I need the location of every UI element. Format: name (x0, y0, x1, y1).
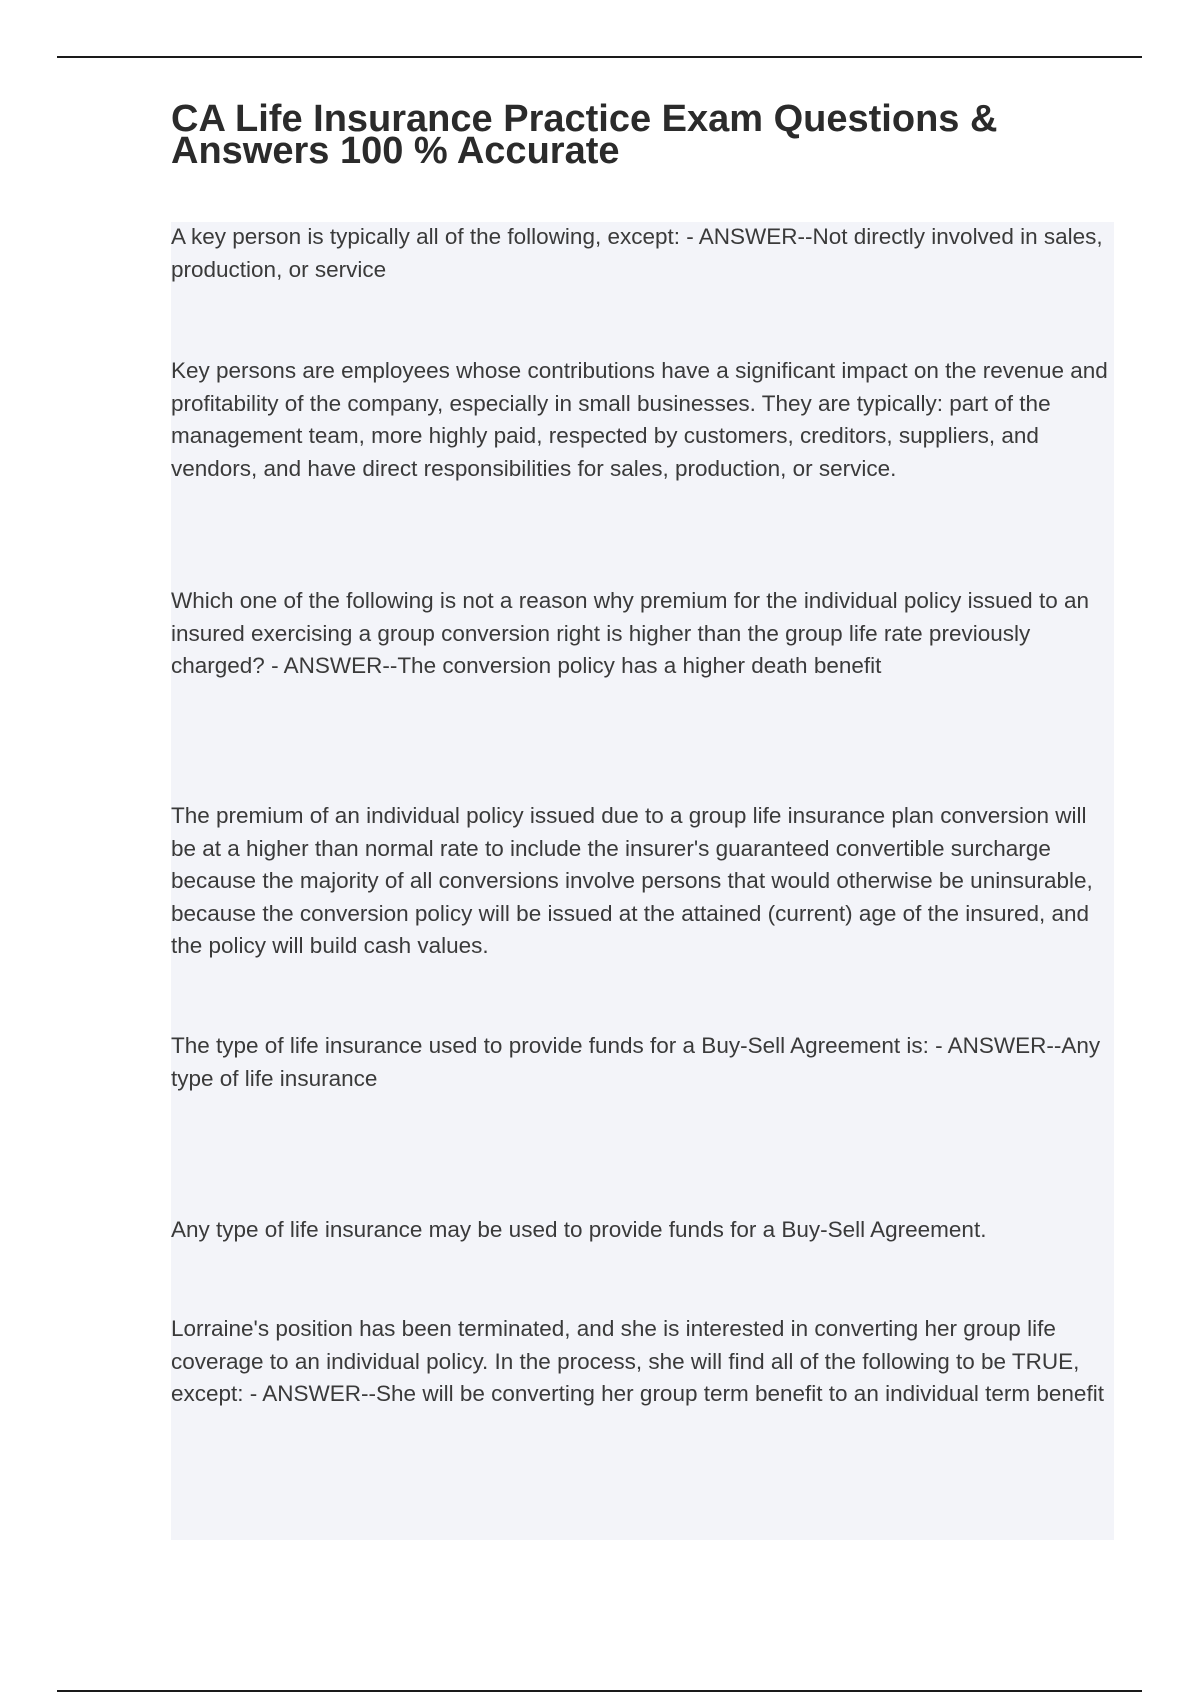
explanation-3: Any type of life insurance may be used to provide funds for a Buy-Sell Agreement. (171, 1217, 987, 1242)
question-4: Lorraine's position has been terminated, and she is interested in converting her group life coverage to an individual policy. In the process, she will find all of the following to be TRUE, except: - ANSWER--She will be converting her group term benefit to an individual term benefit (171, 1316, 1104, 1406)
document-title: CA Life Insurance Practice Exam Questions & Answers 100 % Accurate (171, 98, 998, 172)
explanation-1: Key persons are employees whose contributions have a significant impact on the revenue and profitability of the company, especially in small businesses. They are typically: part of the management team, more highly paid, respected by customers, creditors, suppliers, and vendors, and have direct responsibilities for sales, production, or service. (171, 358, 1108, 481)
question-1: A key person is typically all of the following, except: - ANSWER--Not directly involved in sales, production, or service (171, 224, 1103, 282)
question-2: Which one of the following is not a reason why premium for the individual policy issued to an insured exercising a group conversion right is higher than the group life rate previously charged? - ANSWER--The conversion policy has a higher death benefit (171, 588, 1089, 678)
bottom-rule (57, 1690, 1142, 1692)
explanation-2: The premium of an individual policy issued due to a group life insurance plan conversion will be at a higher than normal rate to include the insurer's guaranteed convertible surcharge because the majority of all conversions involve persons that would otherwise be uninsurable, because the conversion policy will be issued at the attained (current) age of the insured, and the policy will build cash values. (171, 803, 1093, 958)
question-3: The type of life insurance used to provide funds for a Buy-Sell Agreement is: - ANSWER--Any type of life insurance (171, 1033, 1101, 1091)
top-rule (57, 56, 1142, 58)
